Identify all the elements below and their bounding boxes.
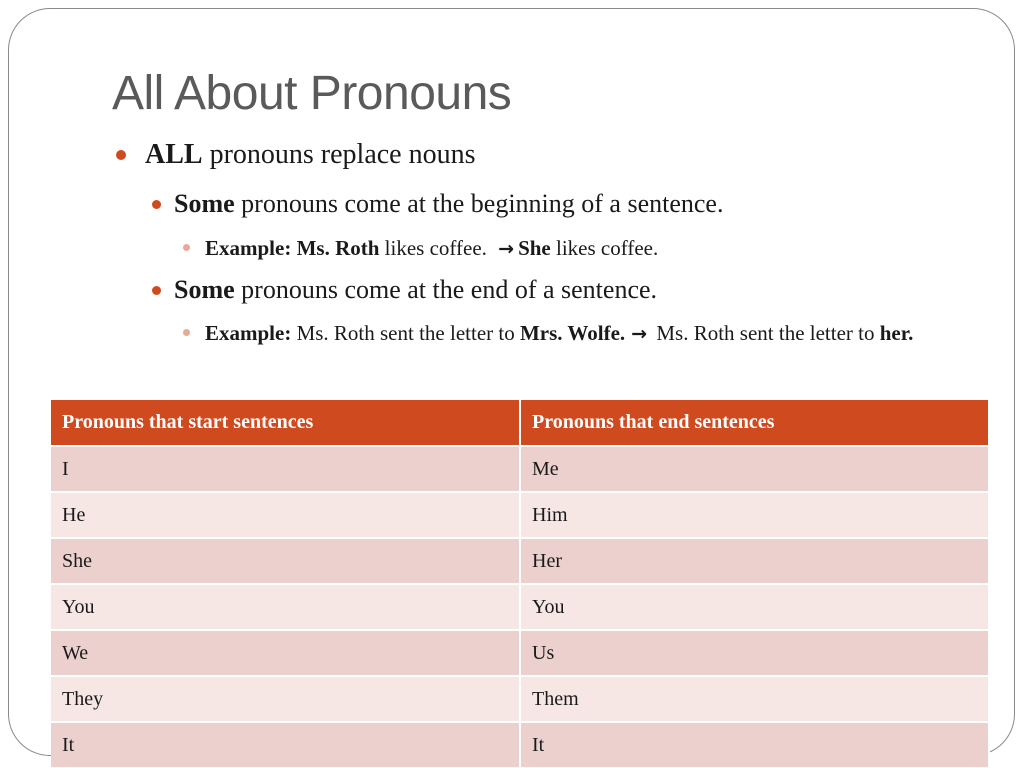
table-header-row <box>51 400 989 446</box>
right-arrow-icon: → <box>631 323 648 345</box>
table-row <box>51 446 989 492</box>
bullet-text: pronouns come at the end of a sentence. <box>234 275 658 304</box>
table-row <box>51 722 989 768</box>
table-cell: It <box>51 722 520 768</box>
bullet-beginning <box>174 187 723 221</box>
example-label: Example: <box>205 321 292 345</box>
example-text: Ms. Roth sent the letter to <box>291 321 520 345</box>
pronoun-table <box>51 400 990 768</box>
bullet-bold: Some <box>174 275 235 304</box>
table-row <box>51 538 989 584</box>
table-cell: Us <box>520 630 989 676</box>
bullet-bold: Some <box>174 189 235 218</box>
table-cell: We <box>51 630 520 676</box>
table-row <box>51 676 989 722</box>
example-beginning <box>205 231 658 266</box>
table-cell: Me <box>520 446 989 492</box>
example-pronoun: She <box>518 236 551 260</box>
table-row <box>51 492 989 538</box>
right-arrow-icon: → <box>498 238 515 260</box>
example-text: likes coffee. <box>550 236 659 260</box>
bullet-dot-icon <box>183 244 190 251</box>
bullet-bold: ALL <box>145 139 203 170</box>
table-cell: You <box>520 584 989 630</box>
example-end <box>205 316 945 351</box>
bullet-text: pronouns come at the beginning of a sentence. <box>234 189 724 218</box>
table-cell: He <box>51 492 520 538</box>
slide-title: All About Pronouns <box>112 67 512 120</box>
table-cell: It <box>520 722 989 768</box>
table-cell: Them <box>520 676 989 722</box>
table-cell: She <box>51 538 520 584</box>
table-cell: I <box>51 446 520 492</box>
bullet-text: pronouns replace nouns <box>202 139 476 170</box>
example-noun: Mrs. Wolfe. <box>519 321 626 345</box>
table-cell: You <box>51 584 520 630</box>
bullet-dot-icon <box>116 150 126 160</box>
column-header-end: Pronouns that end sentences <box>520 400 989 446</box>
table-row <box>51 584 989 630</box>
table-cell: Him <box>520 492 989 538</box>
example-pronoun: her. <box>879 321 914 345</box>
table-cell: Her <box>520 538 989 584</box>
table-cell: They <box>51 676 520 722</box>
example-label: Example: Ms. Roth <box>205 236 380 260</box>
example-text: Ms. Roth sent the letter to <box>651 321 880 345</box>
example-text: likes coffee. <box>379 236 493 260</box>
table-row <box>51 630 989 676</box>
column-header-start: Pronouns that start sentences <box>51 400 520 446</box>
bullet-dot-icon <box>152 286 161 295</box>
bullet-dot-icon <box>152 200 161 209</box>
bullet-all-pronouns <box>145 136 476 174</box>
bullet-end <box>174 273 657 307</box>
bullet-dot-icon <box>183 329 190 336</box>
